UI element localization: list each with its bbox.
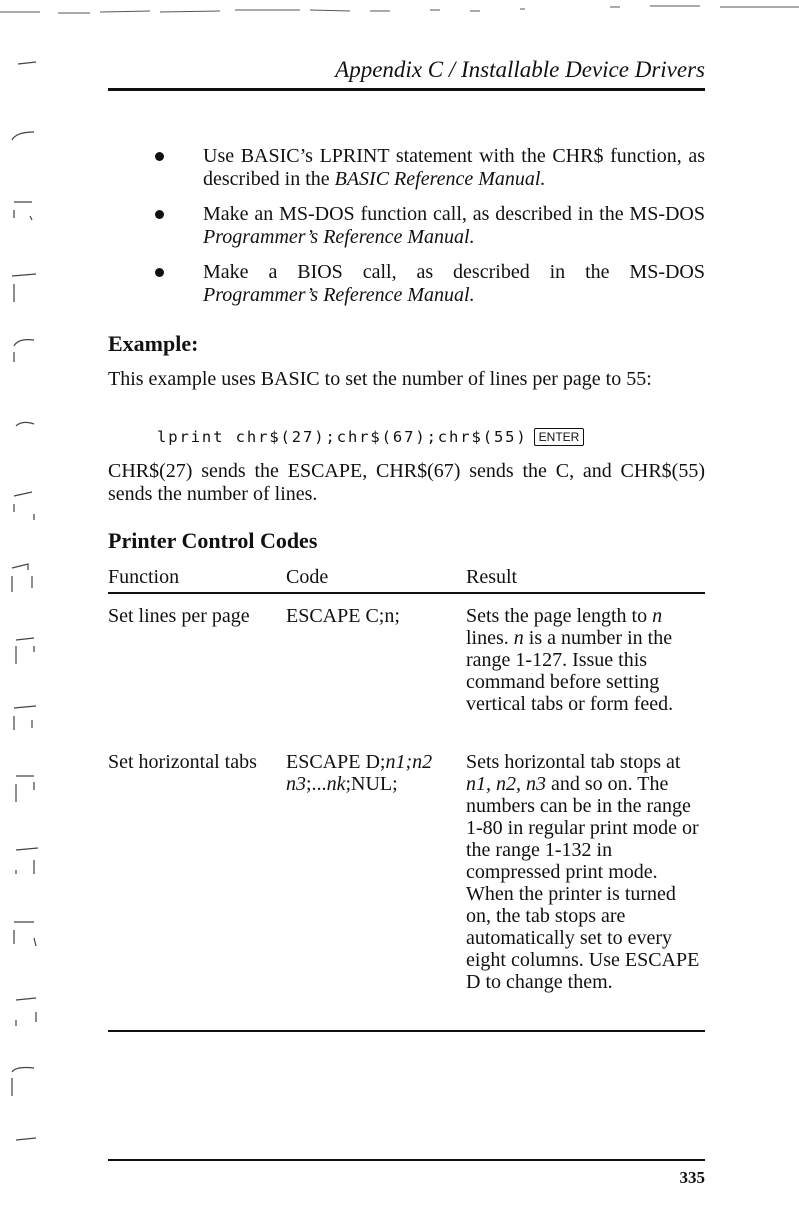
table-row (108, 605, 705, 735)
manual-title: BASIC Reference Manual. (334, 168, 546, 190)
code-text: ;NUL; (345, 773, 398, 795)
code-cell (286, 751, 456, 795)
printer-codes-table (108, 566, 705, 993)
table-header (108, 566, 705, 591)
function-cell: Set lines per page (108, 605, 250, 627)
result-text: Sets the page length to (466, 605, 653, 627)
list-item (108, 261, 705, 307)
result-text: lines. (466, 627, 514, 649)
result-var: n (652, 605, 663, 627)
code-text: ;... (306, 773, 327, 795)
enter-key-icon: ENTER (534, 428, 585, 446)
table-bottom-rule (108, 1030, 705, 1032)
bullet-text: Make a BIOS call, as described in the MS-DOS (203, 261, 705, 283)
bullet-icon (155, 152, 164, 161)
result-cell (466, 751, 705, 993)
scan-noise-left (0, 40, 60, 1180)
code-sample (157, 426, 584, 448)
code-text: ESCAPE D; (286, 751, 386, 773)
table-header-rule (108, 592, 705, 594)
function-cell: Set horizontal tabs (108, 751, 257, 773)
column-header-code: Code (286, 566, 329, 588)
column-header-result: Result (466, 566, 518, 588)
bullet-text: Make an MS-DOS function call, as described in the MS-DOS (203, 203, 705, 225)
header-rule (108, 88, 705, 91)
bullet-icon (155, 268, 164, 277)
scan-noise-top (0, 4, 799, 18)
running-header: Appendix C / Installable Device Drivers (335, 57, 705, 82)
result-cell (466, 605, 705, 715)
bullet-text: Use BASIC’s LPRINT statement with the CHR$ function, as described in the (203, 145, 705, 190)
section-heading: Printer Control Codes (108, 528, 318, 553)
result-text: , (486, 773, 496, 795)
result-text: and so on. The numbers can be in the range 1-80 in regular print mode or the range 1-132 in compressed print mode. When the printer is turned on, the tab stops are automatically set to every eight columns. Use ESCAPE D to change them. (466, 773, 700, 993)
table-row (108, 751, 705, 1021)
code-var: nk (326, 773, 346, 795)
code-cell: ESCAPE C;n; (286, 605, 400, 627)
result-text: , (516, 773, 526, 795)
page-number: 335 (679, 1168, 705, 1187)
code-var: n1;n2 n3 (286, 751, 433, 795)
result-var: n3 (526, 773, 546, 795)
manual-title: Programmer’s Reference Manual. (203, 226, 475, 248)
example-explanation: CHR$(27) sends the ESCAPE, CHR$(67) sends the C, and CHR$(55) sends the number of lines. (108, 460, 705, 505)
code-text: lprint chr$(27);chr$(67);chr$(55) (157, 428, 528, 446)
result-text: is a number in the range 1-127. Issue this command before setting vertical tabs or form feed. (466, 627, 674, 715)
example-intro: This example uses BASIC to set the number of lines per page to 55: (108, 368, 652, 390)
column-header-function: Function (108, 566, 180, 588)
result-var: n2 (496, 773, 516, 795)
bullet-icon (155, 210, 164, 219)
result-var: n (513, 627, 524, 649)
footer-rule (108, 1159, 705, 1161)
result-var: n1 (466, 773, 486, 795)
list-item (108, 203, 705, 249)
list-item (108, 145, 705, 191)
result-text: Sets horizontal tab stops at (466, 751, 681, 773)
example-heading: Example: (108, 331, 199, 356)
bullet-list (108, 145, 705, 319)
manual-title: Programmer’s Reference Manual. (203, 284, 475, 306)
